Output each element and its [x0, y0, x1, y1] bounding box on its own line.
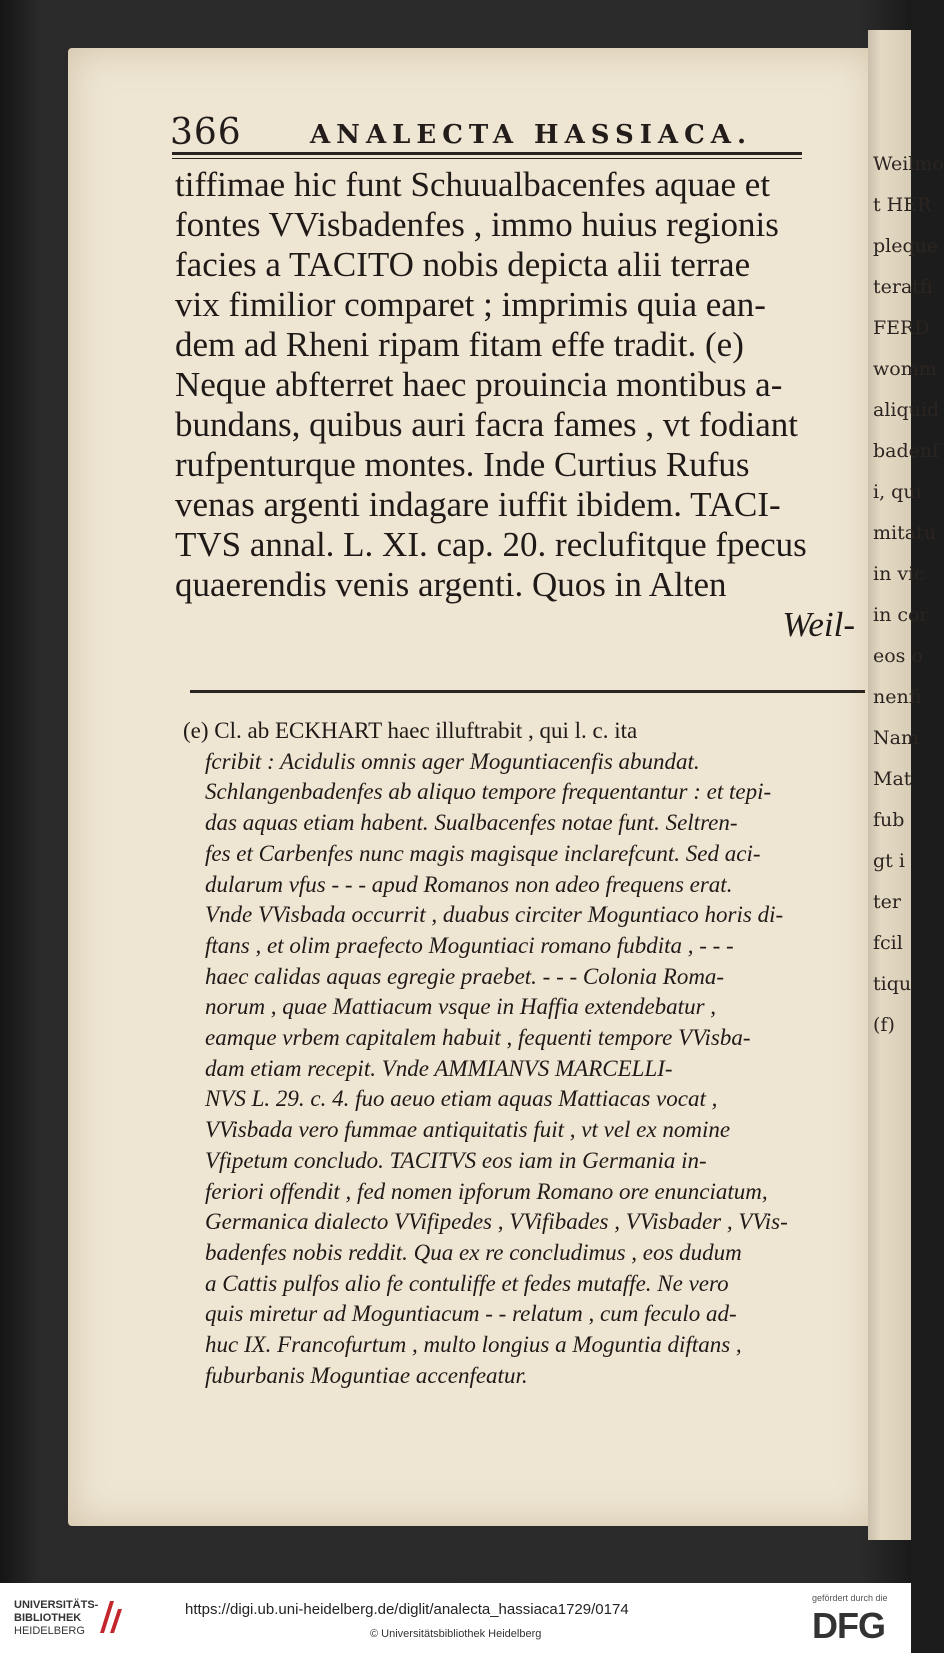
footnote-line: badenfes nobis reddit. Qua ex re concludimus , eos dudum	[205, 1239, 742, 1265]
text-line: bundans, quibus auri facra fames , vt fodiant	[175, 405, 799, 444]
facing-page-fragment: mitatu	[873, 522, 936, 544]
facing-page-fragment: nenfi	[873, 686, 922, 708]
facing-page-fragment: aliquid	[873, 399, 940, 421]
facing-page-fragment: in cor	[873, 604, 929, 626]
facing-page-fragment: tiqu	[873, 973, 912, 995]
footnote-line: haec calidas aquas egregie praebet. - - - Colonia Roma-	[205, 963, 725, 989]
facing-page-fragment: Weilmo	[873, 153, 944, 175]
running-title: ANALECTA HASSIACA.	[310, 120, 753, 150]
facing-page-fragment: Mat	[873, 768, 912, 790]
logo-line: HEIDELBERG	[14, 1625, 85, 1637]
text-line: fontes VVisbadenfes , immo huius regionis	[175, 205, 779, 244]
library-logo-text[interactable]	[14, 1599, 98, 1638]
facing-page-fragment: FERD	[873, 317, 930, 339]
footnote-line: Germanica dialecto VVifipedes , VVifibades , VVisbader , VVis-	[205, 1209, 788, 1235]
footnote-line: quis miretur ad Moguntiacum - - relatum , cum feculo ad-	[205, 1301, 737, 1327]
footnote-line: Vfipetum concludo. TACITVS eos iam in Germania in-	[205, 1147, 707, 1173]
footnote-line: dam etiam recepit. Vnde AMMIANVS MARCELLI-	[205, 1055, 673, 1081]
footnote-line: eamque vrbem capitalem habuit , fequenti tempore VVisba-	[205, 1025, 751, 1051]
facing-page-fragment: (f)	[873, 1014, 895, 1036]
facing-page-fragment: t HER	[873, 194, 932, 216]
facing-page-fragment: gt i	[873, 850, 905, 872]
footnote-line: ftans , et olim praefecto Moguntiaci romano fubdita , - - -	[205, 932, 734, 958]
text-line: tiffimae hic funt Schuualbacenfes aquae et	[175, 165, 771, 204]
facing-page-fragment: Nam	[873, 727, 919, 749]
permalink-url[interactable]: https://digi.ub.uni-heidelberg.de/diglit/analecta_hassiaca1729/0174	[185, 1601, 629, 1618]
facing-page-edge	[868, 30, 944, 1540]
text-line: facies a TACITO nobis depicta alii terrae	[175, 245, 751, 284]
facing-page-fragment: fcil	[873, 932, 903, 954]
footnote-line: Schlangenbadenfes ab aliquo tempore frequentantur : et tepi-	[205, 779, 772, 805]
footnote-line: norum , quae Mattiacum vsque in Haffia extendebatur ,	[205, 994, 717, 1020]
footnote-line: feriori offendit , fed nomen ipforum Romano ore enunciatum,	[205, 1178, 768, 1204]
dfg-logo[interactable]: DFG	[812, 1605, 885, 1646]
page-header	[170, 112, 850, 152]
footnote-line: a Cattis pulfos alio fe contuliffe et fedes mutaffe. Ne vero	[205, 1270, 729, 1296]
logo-line: BIBLIOTHEK	[14, 1612, 82, 1624]
facing-page-fragment: fub	[873, 809, 905, 831]
logo-line: UNIVERSITÄTS-	[14, 1599, 99, 1611]
facing-page-fragment: badenf	[873, 440, 940, 462]
footnote-line: fuburbanis Moguntiae accenfeatur.	[205, 1362, 528, 1388]
dfg-caption: gefördert durch die	[812, 1593, 888, 1603]
page-number: 366	[170, 112, 242, 153]
footnote-line: NVS L. 29. c. 4. fuo aeuo etiam aquas Mattiacas vocat ,	[205, 1086, 718, 1112]
copyright-notice: © Universitätsbibliothek Heidelberg	[370, 1628, 542, 1640]
facing-page-fragment: pleque	[873, 235, 939, 257]
facing-page-fragment: in vic	[873, 563, 925, 585]
footnote-line: das aquas etiam habent. Sualbacenfes notae funt. Seltren-	[205, 810, 738, 836]
footnote	[183, 716, 858, 1391]
header-rule	[172, 152, 802, 155]
footnote-line: fcribit : Acidulis omnis ager Moguntiacenfis abundat.	[205, 748, 700, 774]
footnote-line: Vnde VVisbada occurrit , duabus circiter Moguntiaco horis di-	[205, 902, 784, 928]
catchword: Weil-	[782, 605, 855, 644]
viewer-footer	[0, 1583, 911, 1653]
facing-page-fragment: i, qui	[873, 481, 922, 503]
footnote-line: fes et Carbenfes nunc magis magisque inclarefcunt. Sed aci-	[205, 840, 761, 866]
footnote-line: (e) Cl. ab ECKHART haec illuftrabit , qui l. c. ita	[183, 718, 638, 743]
text-line: TVS annal. L. XI. cap. 20. reclufitque fpecus	[175, 525, 807, 564]
facing-page-fragment: teratfi	[873, 276, 933, 298]
text-line: dem ad Rheni ripam fitam effe tradit. (e)	[175, 325, 744, 364]
main-text	[175, 165, 855, 645]
footnote-line: huc IX. Francofurtum , multo longius a Moguntia diftans ,	[205, 1332, 742, 1358]
library-logo-icon[interactable]	[96, 1597, 126, 1637]
facing-page-fragment: eos o	[873, 645, 923, 667]
facing-page-fragment: ter	[873, 891, 901, 913]
footnote-line: dularum vfus - - - apud Romanos non adeo frequens erat.	[205, 871, 733, 897]
footnote-line: VVisbada vero fummae antiquitatis fuit , vt vel ex nomine	[205, 1117, 731, 1143]
facing-page-fragment: womm	[873, 358, 937, 380]
text-line: Neque abfterret haec prouincia montibus a-	[175, 365, 783, 404]
text-line: vix fimilior comparet ; imprimis quia ean-	[175, 285, 766, 324]
text-line: venas argenti indagare iuffit ibidem. TACI-	[175, 485, 781, 524]
footnote-rule	[190, 690, 865, 693]
text-line: rufpenturque montes. Inde Curtius Rufus	[175, 445, 750, 484]
text-line: quaerendis venis argenti. Quos in Alten	[175, 565, 727, 604]
